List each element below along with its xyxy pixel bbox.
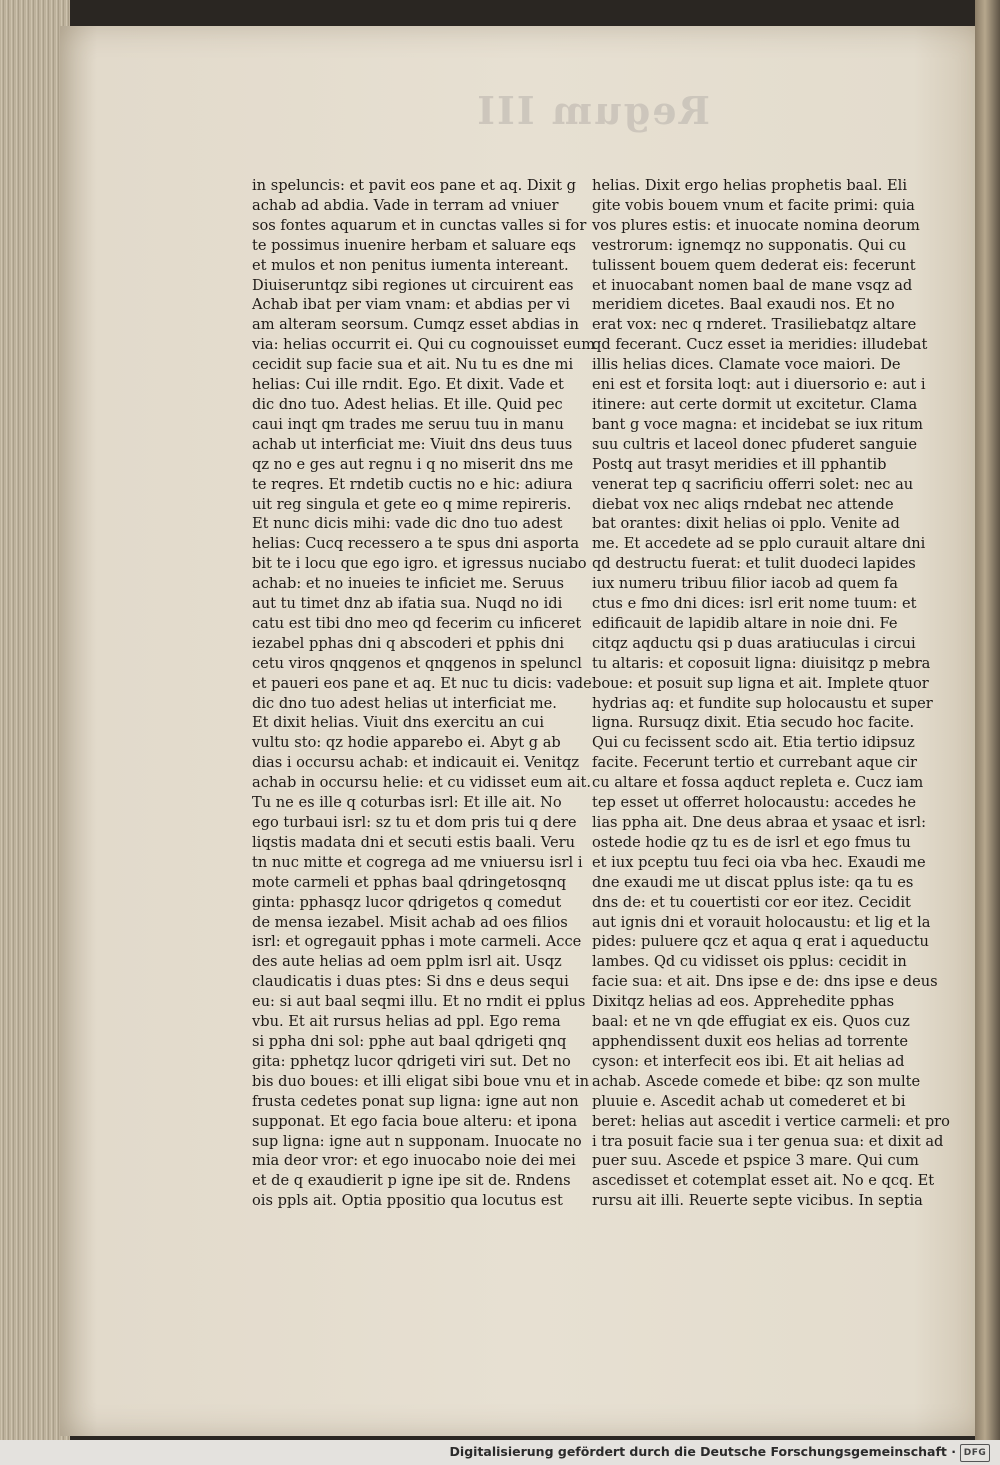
text-line: te reqres. Et rndetib cuctis no e hic: adiura <box>252 475 573 493</box>
text-line: bis duo boues: et illi eligat sibi boue vnu et in <box>252 1072 589 1090</box>
funding-credit: Digitalisierung gefördert durch die Deutsche Forschungsgemeinschaft · <box>449 1444 956 1459</box>
text-line: aut tu timet dnz ab ifatia sua. Nuqd no idi <box>252 595 563 613</box>
text-line: diebat vox nec aliqs rndebat nec attende <box>592 495 894 513</box>
text-line: des aute helias ad oem pplm isrl ait. Usqz <box>252 953 562 971</box>
text-line: Achab ibat per viam vnam: et abdias per vi <box>252 296 570 314</box>
text-line: Postq aut trasyt meridies et ill pphantib <box>592 455 887 473</box>
text-line: vos plures estis: et inuocate nomina deorum <box>592 216 920 234</box>
text-line: tn nuc mitte et cogrega ad me vniuersu isrl i <box>252 853 583 871</box>
text-line: pluuie e. Ascedit achab ut comederet et bi <box>592 1092 906 1110</box>
text-line: citqz aqductu qsi p duas aratiuculas i circui <box>592 634 916 652</box>
text-line: dic dno tuo adest helias ut interficiat me. <box>252 694 557 712</box>
text-column-right <box>592 176 950 1211</box>
text-line: eu: si aut baal seqmi illu. Et no rndit ei pplus <box>252 993 586 1011</box>
text-line: boue: et posuit sup ligna et ait. Implete qtuor <box>592 674 929 692</box>
text-line: achab. Ascede comede et bibe: qz son multe <box>592 1072 921 1090</box>
text-line: ginta: pphasqz lucor qdrigetos q comedut <box>252 893 562 911</box>
text-line: dias i occursu achab: et indicauit ei. Venitqz <box>252 754 580 772</box>
text-line: ctus e fmo dni dices: isrl erit nome tuum: et <box>592 595 917 613</box>
text-line: lias ppha ait. Dne deus abraa et ysaac et isrl: <box>592 814 926 831</box>
text-line: Qui cu fecissent scdo ait. Etia tertio idipsuz <box>592 734 915 752</box>
text-line: Diuiseruntqz sibi regiones ut circuirent eas <box>252 276 574 294</box>
text-line: caui inqt qm trades me seruu tuu in manu <box>252 415 564 433</box>
text-line: edificauit de lapidib altare in noie dni. Fe <box>592 614 898 632</box>
text-line: pides: puluere qcz et aqua q erat i aqueductu <box>592 933 929 951</box>
text-line: qd destructu fuerat: et tulit duodeci lapides <box>592 555 916 573</box>
text-line: eni est et forsita loqt: aut i diuersorio e: aut i <box>592 376 926 394</box>
text-line: catu est tibi dno meo qd fecerim cu inficeret <box>252 614 582 632</box>
text-line: helias: Cui ille rndit. Ego. Et dixit. Vade et <box>252 376 564 394</box>
text-line: et iux pceptu tuu feci oia vba hec. Exaudi me <box>592 853 926 871</box>
text-line: Dixitqz helias ad eos. Apprehedite pphas <box>592 993 895 1011</box>
text-line: vultu sto: qz hodie apparebo ei. Abyt g ab <box>252 734 561 752</box>
text-line: iux numeru tribuu filior iacob ad quem fa <box>592 575 898 593</box>
text-line: achab: et no inueies te inficiet me. Seruus <box>252 575 564 593</box>
text-line: cecidit sup facie sua et ait. Nu tu es dne mi <box>252 356 574 374</box>
text-line: bat orantes: dixit helias oi pplo. Venite ad <box>592 515 900 533</box>
text-line: dic dno tuo. Adest helias. Et ille. Quid pec <box>252 395 563 413</box>
text-line: am alteram seorsum. Cumqz esset abdias in <box>252 316 579 334</box>
text-line: aut ignis dni et vorauit holocaustu: et lig et la <box>592 913 931 931</box>
text-line: erat vox: nec q rnderet. Trasiliebatqz altare <box>592 316 917 334</box>
text-line: achab in occursu helie: et cu vidisset eum ait. <box>252 774 592 792</box>
text-line: baal: et ne vn qde effugiat ex eis. Quos cuz <box>592 1013 910 1031</box>
text-line: qz no e ges aut regnu i q no miserit dns me <box>252 455 574 473</box>
text-line: tulissent bouem quem dederat eis: fecerunt <box>592 256 916 274</box>
text-line: gita: pphetqz lucor qdrigeti viri sut. Det no <box>252 1052 571 1070</box>
text-line: lambes. Qd cu vidisset ois pplus: cecidit in <box>592 953 907 971</box>
text-line: Tu ne es ille q coturbas isrl: Et ille ait. No <box>252 794 562 812</box>
text-line: me. Et accedete ad se pplo curauit altare dni <box>592 535 926 553</box>
text-line: facite. Fecerunt tertio et currebant aque cir <box>592 754 917 772</box>
text-line: cetu viros qnqgenos et qnqgenos in speluncl <box>252 654 582 672</box>
text-line: achab ad abdia. Vade in terram ad vniuer <box>252 196 559 214</box>
text-line: de mensa iezabel. Misit achab ad oes filios <box>252 913 568 931</box>
text-line: frusta cedetes ponat sup ligna: igne aut non <box>252 1092 579 1110</box>
text-line: vbu. Et ait rursus helias ad ppl. Ego rema <box>252 1013 561 1031</box>
text-line: Et nunc dicis mihi: vade dic dno tuo adest <box>252 515 563 533</box>
text-line: itinere: aut certe dormit ut excitetur. Clama <box>592 395 918 413</box>
text-line: facie sua: et ait. Dns ipse e de: dns ipse e deus <box>592 973 938 991</box>
text-line: gite vobis bouem vnum et facite primi: quia <box>592 196 915 214</box>
text-line: Et dixit helias. Viuit dns exercitu an cui <box>252 714 544 732</box>
text-line: via: helias occurrit ei. Qui cu cognouisset eum <box>252 336 596 354</box>
text-line: claudicatis i duas ptes: Si dns e deus sequi <box>252 973 569 991</box>
text-line: uit reg singula et gete eo q mime repireris. <box>252 495 572 513</box>
text-line: sos fontes aquarum et in cunctas valles si for <box>252 216 587 234</box>
text-line: ois ppls ait. Optia ppositio qua locutus est <box>252 1192 563 1210</box>
text-line: te possimus inuenire herbam et saluare eqs <box>252 236 577 254</box>
text-line: bit te i locu que ego igro. et igressus nuciabo <box>252 555 587 573</box>
text-line: ascedisset et cotemplat esset ait. No e qcq. Et <box>592 1172 935 1190</box>
text-line: isrl: et ogregauit pphas i mote carmeli. Acce <box>252 933 582 951</box>
text-line: mia deor vror: et ego inuocabo noie dei mei <box>252 1152 576 1170</box>
text-line: qd fecerant. Cucz esset ia meridies: illudebat <box>592 336 928 354</box>
text-line: puer suu. Ascede et pspice 3 mare. Qui cum <box>592 1152 919 1170</box>
running-head: Regum III <box>475 88 710 133</box>
text-line: cyson: et interfecit eos ibi. Et ait helias ad <box>592 1052 905 1070</box>
text-line: et inuocabant nomen baal de mane vsqz ad <box>592 276 913 294</box>
text-line: illis helias dices. Clamate voce maiori. De <box>592 356 901 374</box>
text-line: et de q exaudierit p igne ipe sit de. Rndens <box>252 1172 571 1190</box>
text-line: meridiem dicetes. Baal exaudi nos. Et no <box>592 296 895 314</box>
text-line: iezabel pphas dni q abscoderi et pphis dni <box>252 634 565 652</box>
text-line: vestrorum: ignemqz no supponatis. Qui cu <box>592 236 907 254</box>
text-line: ostede hodie qz tu es de isrl et ego fmus tu <box>592 833 911 851</box>
text-line: in speluncis: et pavit eos pane et aq. Dixit g <box>252 177 576 194</box>
dfg-logo-icon: DFG <box>960 1444 990 1462</box>
text-line: cu altare et fossa aqduct repleta e. Cucz iam <box>592 774 924 792</box>
text-line: venerat tep q sacrificiu offerri solet: nec au <box>592 475 914 493</box>
text-line: helias. Dixit ergo helias prophetis baal. Eli <box>592 177 908 194</box>
text-line: dns de: et tu couertisti cor eor itez. Cecidit <box>592 893 911 911</box>
text-line: hydrias aq: et fundite sup holocaustu et super <box>592 694 933 712</box>
footer-bar <box>0 1440 1000 1465</box>
text-line: beret: helias aut ascedit i vertice carmeli: et pro <box>592 1112 950 1130</box>
text-line: apphendissent duxit eos helias ad torrente <box>592 1032 909 1050</box>
text-line: liqstis madata dni et secuti estis baali. Veru <box>252 833 576 851</box>
text-line: et paueri eos pane et aq. Et nuc tu dicis: vade <box>252 674 592 692</box>
text-line: dne exaudi me ut discat pplus iste: qa tu es <box>592 873 914 891</box>
text-line: tep esset ut offerret holocaustu: accedes he <box>592 794 917 812</box>
text-line: suu cultris et laceol donec pfuderet sanguie <box>592 435 918 453</box>
text-line: i tra posuit facie sua i ter genua sua: et dixit ad <box>592 1132 944 1150</box>
text-line: helias: Cucq recessero a te spus dni asporta <box>252 535 580 553</box>
text-line: supponat. Et ego facia boue alteru: et ipona <box>252 1112 578 1130</box>
text-line: ligna. Rursuqz dixit. Etia secudo hoc facite. <box>592 714 915 732</box>
text-line: et mulos et non penitus iumenta intereant. <box>252 256 569 274</box>
text-line: mote carmeli et pphas baal qdringetosqnq <box>252 873 567 891</box>
text-line: si ppha dni sol: pphe aut baal qdrigeti qnq <box>252 1032 567 1050</box>
text-line: ego turbaui isrl: sz tu et dom pris tui q dere <box>252 814 577 831</box>
text-line: bant g voce magna: et incidebat se iux ritum <box>592 415 923 433</box>
text-line: rursu ait illi. Reuerte septe vicibus. In septia <box>592 1192 923 1210</box>
text-column-left <box>252 176 596 1211</box>
book-binding-edge <box>975 0 1000 1440</box>
text-line: tu altaris: et coposuit ligna: diuisitqz p mebra <box>592 654 931 672</box>
text-line: sup ligna: igne aut n supponam. Inuocate no <box>252 1132 582 1150</box>
text-line: achab ut interficiat me: Viuit dns deus tuus <box>252 435 573 453</box>
